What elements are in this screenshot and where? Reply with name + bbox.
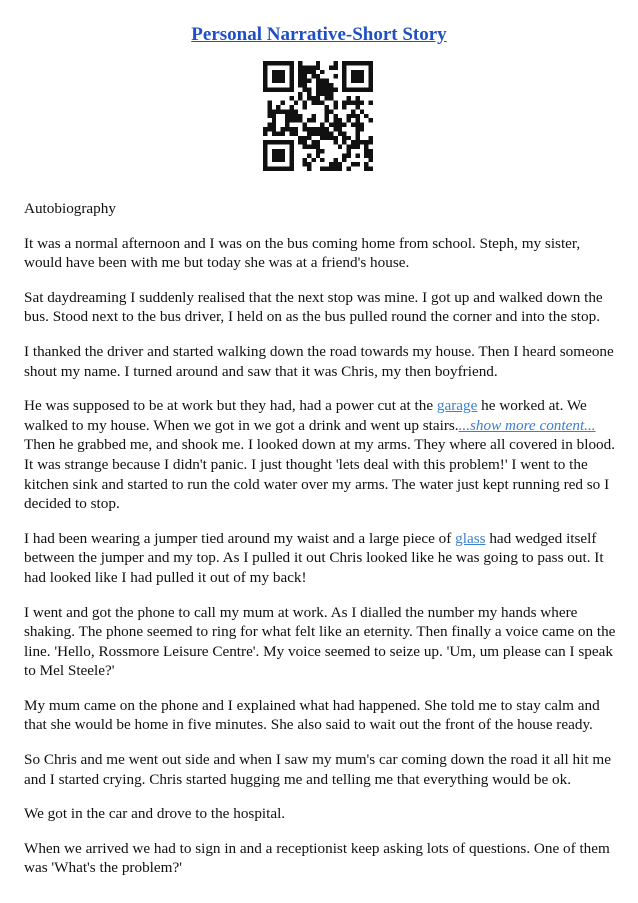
paragraph — [24, 396, 620, 514]
text-span: He was supposed to be at work but they had, had a power cut at the — [24, 397, 437, 415]
section-heading: Autobiography — [24, 200, 116, 217]
text-span: It was strange because I didn't panic. I just thought 'lets deal with this problem!' I went to the kitchen sink and started to run the cold water over my arms. The water just kept running red so I decided to stop. — [24, 455, 610, 513]
paragraph: We got in the car and drove to the hospital. — [24, 805, 286, 823]
text-span: Then he grabbed me, and shook me. I looked down at my arms. They where all covered in blood. — [24, 436, 616, 454]
paragraph — [24, 529, 620, 588]
paragraph: I thanked the driver and started walking down the road towards my house. Then I heard someone shout my name. I turned around and saw that it was Chris, my then boyfriend. — [24, 342, 614, 380]
text-span: had wedged itself between the jumper and my top. As I pulled it out Chris looked like he was going to pass out. It had looked like I had pulled it out of my back! — [24, 529, 604, 586]
text-span: he worked at. We walked to my house. When we got in we got a drink and went up stairs. — [24, 397, 587, 434]
text-span: I had been wearing a jumper tied around my waist and a large piece of — [24, 529, 456, 547]
paragraph: It was a normal afternoon and I was on the bus coming home from school. Steph, my sister, would have been with me but today she was at a friend's house. — [24, 234, 581, 272]
paragraph: My mum came on the phone and I explained what had happened. She told me to stay calm and that she would be home in five minutes. She also said to wait out the front of the house ready. — [24, 696, 600, 734]
title-link[interactable]: Personal Narrative-Short Story — [191, 24, 447, 45]
paragraph: I went and got the phone to call my mum at work. As I dialled the number my hands where shaking. The phone seemed to ring for what felt like an eternity. Then finally a voice came on the line. 'Hello, Rossmore Leisure Centre'. My voice seemed to seize up. 'Um, um please can I speak to Mel Steele?' — [24, 603, 616, 680]
article-body — [24, 199, 620, 893]
garage-link[interactable]: garage — [436, 397, 478, 415]
paragraph: When we arrived we had to sign in and a receptionist keep asking lots of questions. One of them was 'What's the problem?' — [24, 839, 610, 877]
show-more-link[interactable]: ...show more content... — [458, 416, 596, 434]
page-title[interactable] — [0, 24, 638, 46]
qr-code-icon — [263, 61, 373, 171]
paragraph: Sat daydreaming I suddenly realised that the next stop was mine. I got up and walked down the bus. Stood next to the bus driver, I held on as the bus pulled round the corner and into the stop. — [24, 288, 603, 326]
paragraph: So Chris and me went out side and when I saw my mum's car coming down the road it all hit me and I started crying. Chris started hugging me and telling me that everything would be ok. — [24, 751, 611, 788]
glass-link[interactable]: glass — [455, 529, 486, 547]
